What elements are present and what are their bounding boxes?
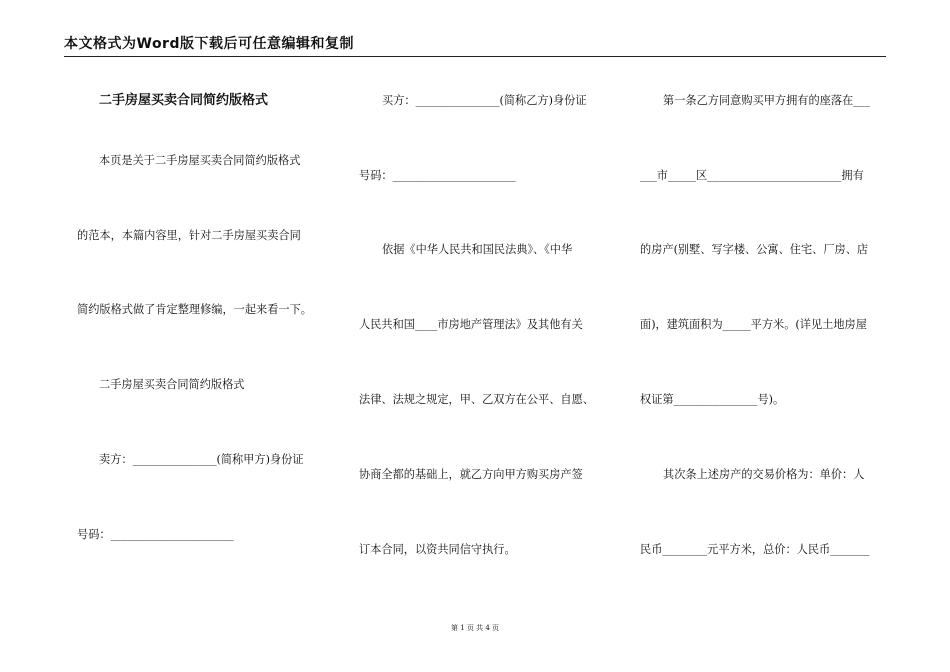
paragraph-line: 第一条乙方同意购买甲方拥有的座落在___ (663, 94, 870, 107)
paragraph-line: 人民共和国____市房地产管理法》及其他有关 (359, 318, 583, 331)
paragraph-line: 的房产(别墅、写字楼、公寓、住宅、厂房、店 (640, 243, 869, 256)
page-number: 第 1 页 共 4 页 (450, 624, 500, 632)
paragraph-line: 简约版格式做了肯定整理修编，一起来看一下。 (77, 303, 312, 316)
paragraph-line: 面)，建筑面积为_____平方米。(详见土地房屋 (640, 318, 867, 331)
paragraph-line: 买方：_______________(简称乙方)身份证 (382, 94, 587, 107)
section-heading: 二手房屋买卖合同简约版格式 (99, 378, 245, 391)
paragraph-line: 订本合同，以资共同信守执行。 (359, 543, 516, 556)
paragraph-line: 的范本，本篇内容里，针对二手房屋买卖合同 (77, 229, 301, 242)
paragraph-line: 号码：______________________ (77, 528, 234, 541)
paragraph-line: 协商全都的基础上，就乙方向甲方购买房产签 (359, 468, 583, 481)
paragraph-line: 法律、法规之规定，甲、乙双方在公平、自愿、 (359, 393, 594, 406)
paragraph-line: 民币________元平方米，总价：人民币_______ (640, 543, 870, 556)
paragraph-line: 卖方：_______________(简称甲方)身份证 (99, 453, 304, 466)
document-title: 二手房屋买卖合同简约版格式 (99, 93, 269, 108)
document-header: 本文格式为Word版下载后可任意编辑和复制 (64, 33, 886, 57)
paragraph-line: ___市_____区________________________拥有 (640, 169, 864, 182)
paragraph-line: 权证第_______________号)。 (640, 393, 785, 406)
paragraph-line: 其次条上述房产的交易价格为：单价：人 (663, 468, 865, 481)
paragraph-line: 依据《中华人民共和国民法典》、《中华 (382, 243, 573, 256)
paragraph-line: 本页是关于二手房屋买卖合同简约版格式 (99, 154, 301, 167)
paragraph-line: 号码：______________________ (359, 169, 516, 182)
